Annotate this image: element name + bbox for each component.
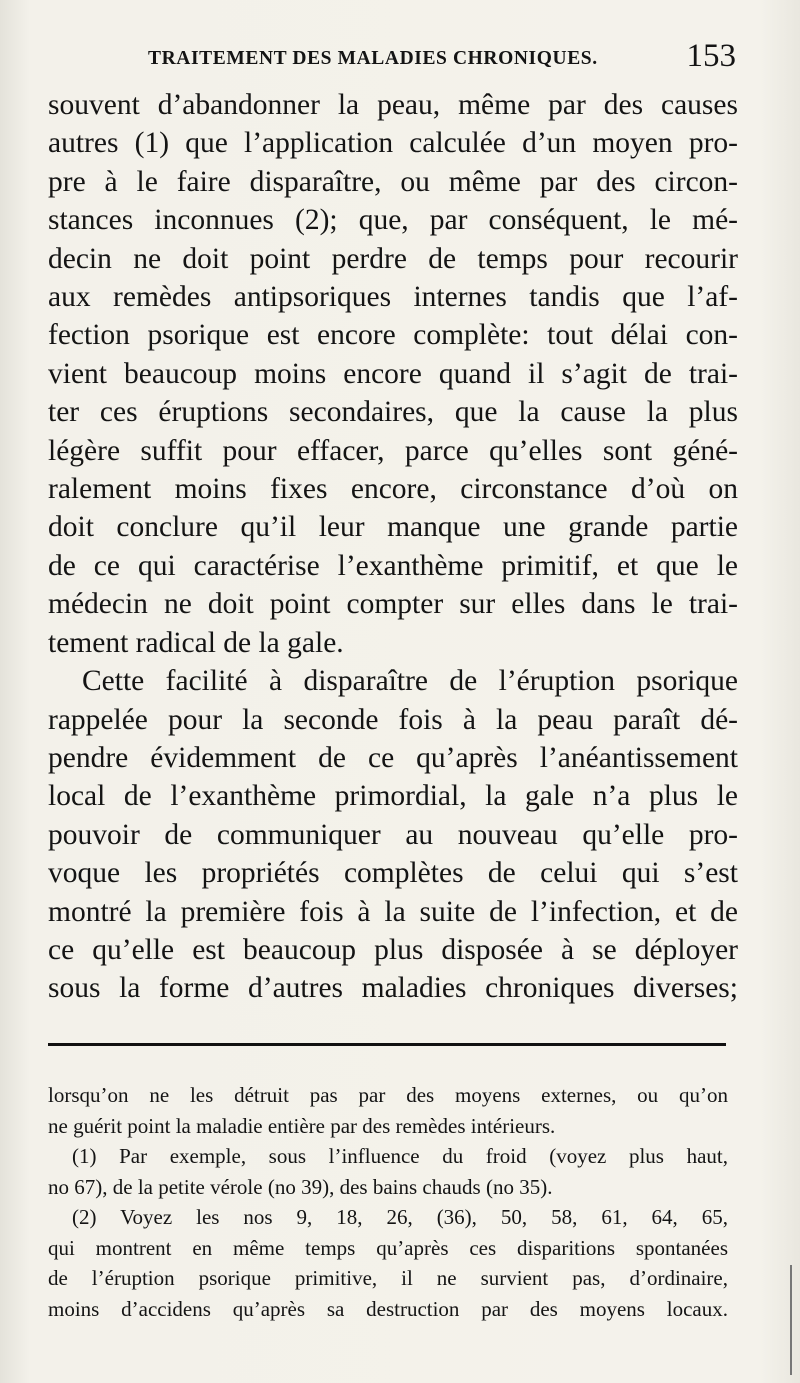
footnote-rule (48, 1043, 726, 1046)
text-line: ter ces éruptions secondaires, que la cause la plus (48, 396, 738, 429)
page-number: 153 (686, 38, 736, 74)
footnote-line: (1) Par exemple, sous l’influence du froid (voyez plus haut, (72, 1144, 728, 1168)
text-line: pouvoir de communiquer au nouveau qu’elle pro- (48, 818, 738, 851)
footnotes (48, 1080, 728, 1324)
running-head (48, 38, 738, 88)
text-line: vient beaucoup moins encore quand il s’agit de trai- (48, 357, 738, 390)
text-line: local de l’exanthème primordial, la gale n’a plus le (48, 780, 738, 813)
footnote-line: no 67), de la petite vérole (no 39), des bains chauds (no 35). (48, 1174, 553, 1199)
page-edge-mark (790, 1265, 792, 1375)
text-line: rappelée pour la seconde fois à la peau paraît dé- (48, 703, 738, 736)
text-line: fection psorique est encore complète: tout délai con- (48, 319, 738, 352)
main-text (48, 86, 738, 1008)
text-line: montré la première fois à la suite de l’infection, et de (48, 895, 738, 928)
text-line: ralement moins fixes encore, circonstance d’où on (48, 473, 738, 506)
text-line: doit conclure qu’il leur manque une grande partie (48, 511, 738, 544)
text-line: médecin ne doit point compter sur elles dans le trai- (48, 588, 738, 621)
text-line: decin ne doit point perdre de temps pour recourir (48, 242, 738, 275)
text-line: stances inconnues (2); que, par conséquent, le mé- (48, 204, 738, 237)
footnote-line: de l’éruption psorique primitive, il ne survient pas, d’ordinaire, (48, 1266, 728, 1290)
footnote-line: lorsqu’on ne les détruit pas par des moyens externes, ou qu’on (48, 1083, 728, 1107)
text-line: aux remèdes antipsoriques internes tandis que l’af- (48, 281, 738, 314)
text-line: tement radical de la gale. (48, 626, 344, 659)
text-line: Cette facilité à disparaître de l’éruption psorique (82, 665, 738, 698)
footnote-line: (2) Voyez les nos 9, 18, 26, (36), 50, 58, 61, 64, 65, (72, 1205, 728, 1229)
footnote-line: ne guérit point la maladie entière par des remèdes intérieurs. (48, 1113, 556, 1138)
text-line: autres (1) que l’application calculée d’un moyen pro- (48, 127, 738, 160)
running-title: TRAITEMENT DES MALADIES CHRONIQUES. (148, 48, 598, 69)
text-line: pendre évidemment de ce qu’après l’anéantissement (48, 741, 738, 774)
text-line: de ce qui caractérise l’exanthème primitif, et que le (48, 549, 738, 582)
text-line: souvent d’abandonner la peau, même par des causes (48, 89, 738, 121)
text-line: légère suffit pour effacer, parce qu’elles sont géné- (48, 434, 738, 467)
text-line: sous la forme d’autres maladies chroniques diverses; (48, 972, 738, 1005)
text-line: ce qu’elle est beaucoup plus disposée à se déployer (48, 933, 738, 966)
footnote-line: qui montrent en même temps qu’après ces disparitions spontanées (48, 1235, 728, 1260)
text-line: pre à le faire disparaître, ou même par des circon- (48, 165, 738, 198)
footnote-line: moins d’accidens qu’après sa destruction par des moyens locaux. (48, 1296, 728, 1321)
text-line: voque les propriétés complètes de celui qui s’est (48, 857, 738, 890)
